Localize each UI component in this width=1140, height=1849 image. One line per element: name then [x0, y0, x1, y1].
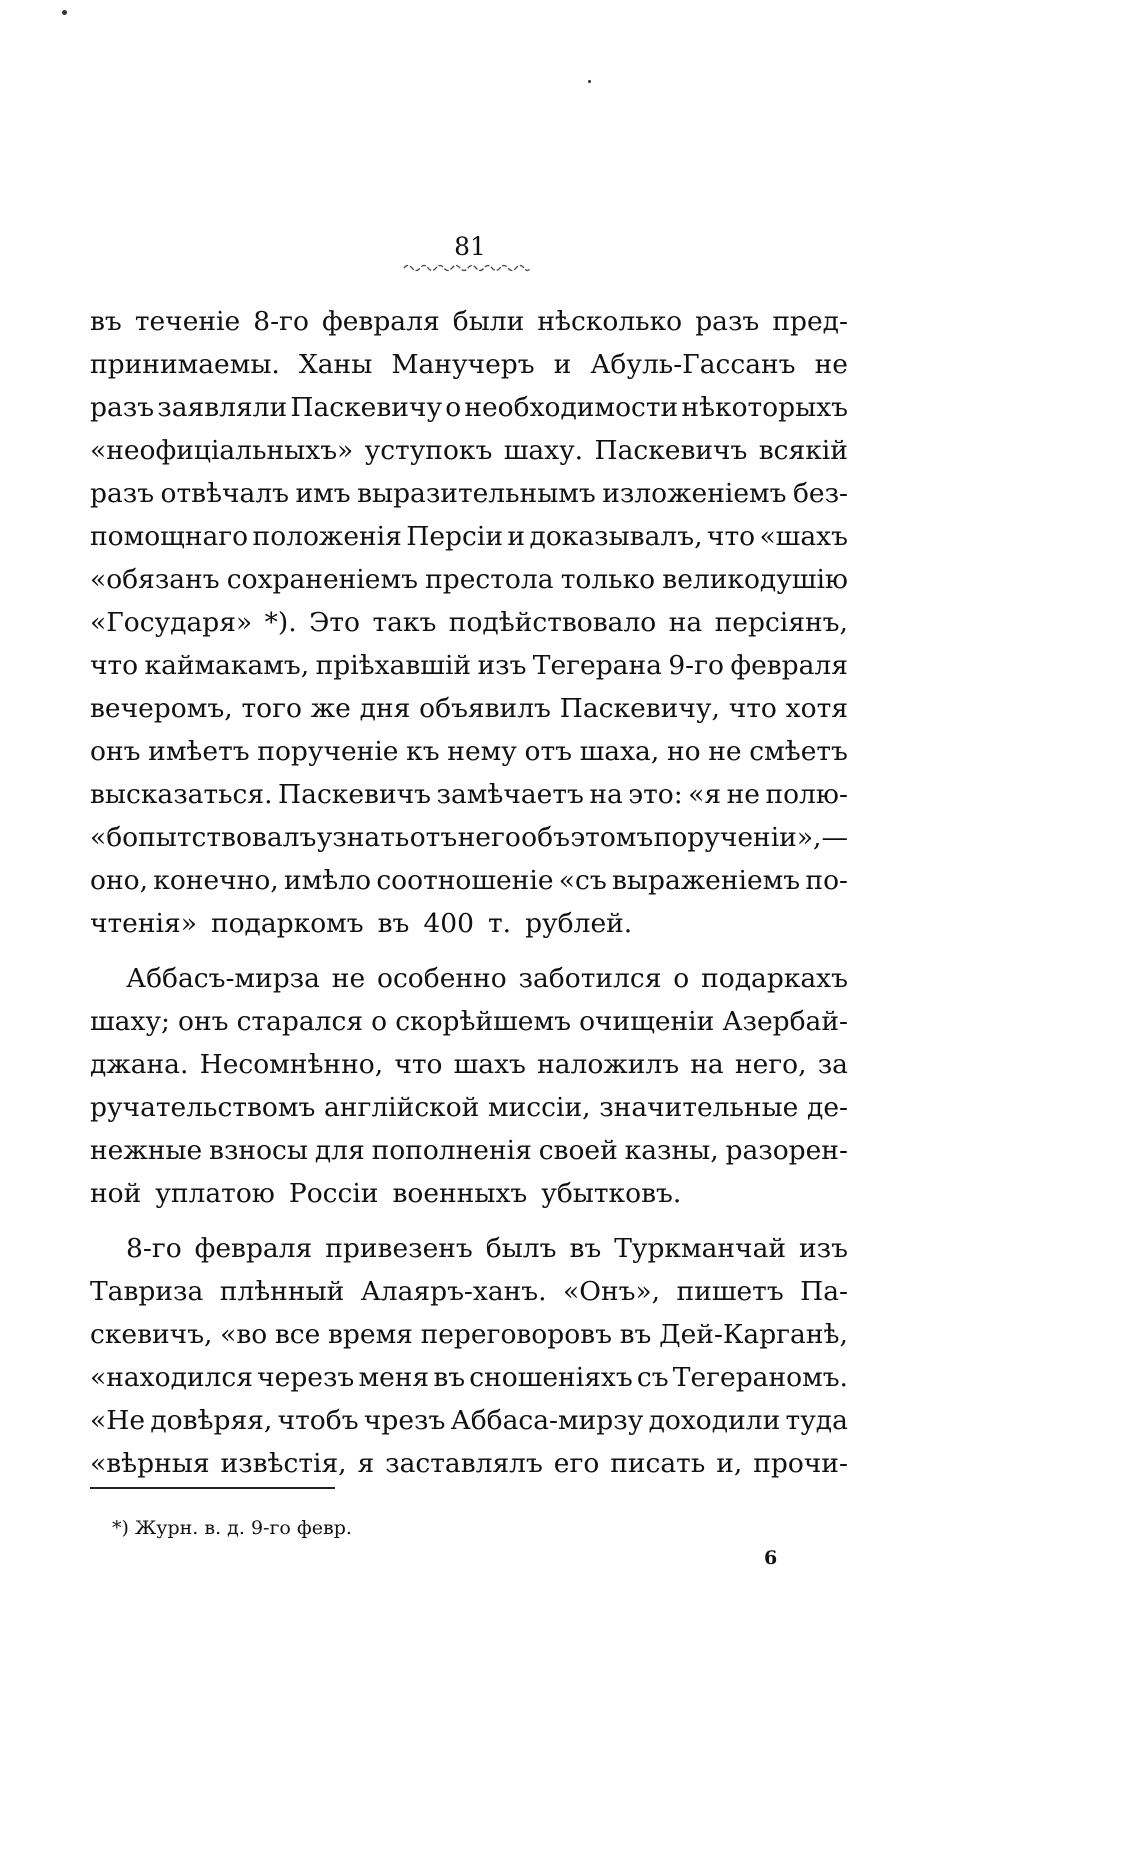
word: Несомнѣнно, [199, 1049, 384, 1080]
word: Паскевичъ [278, 779, 431, 810]
word: нѣкоторыхъ [681, 392, 848, 423]
word: «Государя» [90, 607, 253, 638]
word: все [274, 1319, 321, 1350]
text-line [90, 429, 848, 472]
word: плѣнный [219, 1276, 345, 1307]
word: уступокъ [364, 435, 493, 466]
word: о [445, 392, 462, 423]
word: вечеромъ, [90, 693, 233, 724]
word: особенно [377, 963, 507, 994]
word: хотя [785, 693, 848, 724]
word: и, [716, 1448, 743, 1479]
word: Туркманчай [614, 1233, 787, 1264]
word: престола [425, 564, 554, 595]
word: февраля [194, 1233, 313, 1264]
word: Тегераномъ. [672, 1362, 848, 1393]
text-line [90, 472, 848, 515]
word: для [314, 1135, 365, 1166]
word: 8-го [253, 306, 309, 337]
word: онъ [90, 736, 141, 767]
word: рублей. [525, 908, 633, 939]
word: на [589, 779, 623, 810]
word: высказаться. [90, 779, 273, 810]
paragraph-2 [90, 957, 848, 1215]
word: своей [538, 1135, 618, 1166]
word: имъ [295, 478, 351, 509]
word: теченіе [134, 306, 241, 337]
text-line [90, 687, 848, 730]
word: отъ [524, 736, 572, 767]
text-line [90, 601, 848, 644]
word: что [394, 1049, 443, 1080]
text-line [90, 644, 848, 687]
word: значительные [599, 1092, 799, 1123]
word: и [553, 349, 572, 380]
text-line [90, 730, 848, 773]
text-line [90, 1313, 848, 1356]
word: англійской [324, 1092, 480, 1123]
word: шаха, [579, 736, 660, 767]
word: замѣчаетъ [436, 779, 584, 810]
text-line [90, 902, 848, 945]
word: заставлялъ [385, 1448, 543, 1479]
word: Тегерана [532, 650, 662, 681]
paragraph-1 [90, 300, 848, 945]
signature-mark: 6 [764, 1547, 778, 1569]
word: миссіи, [488, 1092, 591, 1123]
text-line [90, 1227, 848, 1270]
word: время [328, 1319, 413, 1350]
word: положенія [252, 521, 402, 552]
word: него [457, 822, 521, 853]
word: пріѣхавшій [315, 650, 472, 681]
word: нему [447, 736, 517, 767]
word: персіянъ, [714, 607, 848, 638]
footnote-rule [90, 1487, 335, 1489]
word: него, [734, 1049, 807, 1080]
word: старался [236, 1006, 364, 1037]
word: туда [785, 1405, 848, 1436]
word: «находился [90, 1362, 253, 1393]
word: былъ [485, 1233, 557, 1264]
text-line [90, 773, 848, 816]
word: съ [636, 1362, 669, 1393]
word: Россіи [288, 1178, 379, 1209]
word: узнать [316, 822, 410, 853]
word: разъ [695, 306, 760, 337]
print-speck [62, 10, 67, 15]
word: заботился [518, 963, 662, 994]
word: не [814, 349, 848, 380]
word: въ [569, 1233, 602, 1264]
text-line [90, 1086, 848, 1129]
word: что [728, 693, 777, 724]
text-line [90, 816, 848, 859]
word: извѣстія, [220, 1448, 347, 1479]
word: порученіи»,— [653, 822, 848, 853]
word: «бопытствовалъ [90, 822, 317, 853]
word: Паскевичу [290, 392, 443, 423]
word: въ [377, 908, 410, 939]
word: это: [628, 779, 683, 810]
word: объ [521, 822, 570, 853]
word: пополненія [371, 1135, 532, 1166]
text-line [90, 558, 848, 601]
text-line [90, 1399, 848, 1442]
word: что [706, 521, 756, 552]
word: «шахъ [759, 521, 848, 552]
text-line [90, 300, 848, 343]
word: писать [610, 1448, 706, 1479]
word: меня [358, 1362, 430, 1393]
word: «во [220, 1319, 268, 1350]
word: на [690, 1049, 724, 1080]
word: по- [805, 865, 848, 896]
word: этомъ [570, 822, 654, 853]
word: подѣйствовало [448, 607, 657, 638]
word: 8-го [126, 1233, 182, 1264]
text-line [90, 859, 848, 902]
word: де- [807, 1092, 848, 1123]
word: изъ [477, 650, 527, 681]
word: подаркомъ [210, 908, 364, 939]
text-line [90, 343, 848, 386]
word: Ханы [298, 349, 373, 380]
word: къ [406, 736, 440, 767]
word: «неофиціальныхъ» [90, 435, 354, 466]
word: 400 [423, 908, 474, 939]
word: чрезъ [363, 1405, 446, 1436]
word: наложилъ [537, 1049, 680, 1080]
word: объявилъ [419, 693, 551, 724]
word: имѣетъ [148, 736, 250, 767]
word: Аббасъ-мирза [126, 963, 320, 994]
text-line [90, 386, 848, 429]
text-line [90, 1043, 848, 1086]
word: необходимости [464, 392, 679, 423]
word: «вѣрныя [90, 1448, 210, 1479]
word: его [553, 1448, 600, 1479]
word: не [726, 779, 760, 810]
text-line [90, 957, 848, 1000]
word: но [666, 736, 701, 767]
word: Манучеръ [391, 349, 535, 380]
word: доходили [648, 1405, 781, 1436]
word: февраля [730, 650, 848, 681]
word: пред- [772, 306, 848, 337]
word: о [371, 1006, 388, 1037]
word: дня [359, 693, 411, 724]
word: Дей-Карганѣ, [659, 1319, 848, 1350]
word: смѣетъ [749, 736, 848, 767]
word: соотношеніе [376, 865, 554, 896]
word: прочи- [753, 1448, 848, 1479]
word: подаркахъ [701, 963, 848, 994]
word: привезенъ [325, 1233, 473, 1264]
text-line [90, 1129, 848, 1172]
word: ной [90, 1178, 142, 1209]
word: скорѣйшемъ [395, 1006, 571, 1037]
word: не [708, 736, 742, 767]
word: за [817, 1049, 848, 1080]
word: имѣло [284, 865, 372, 896]
word: Это [309, 607, 360, 638]
word: не [331, 963, 366, 994]
word: отвѣчалъ [160, 478, 290, 509]
word: разъ [90, 392, 155, 423]
word: «Онъ», [563, 1276, 661, 1307]
word: оно, [90, 865, 148, 896]
word: полю- [765, 779, 848, 810]
word: разъ [90, 478, 155, 509]
word: всякій [758, 435, 848, 466]
word: сохраненіемъ [226, 564, 418, 595]
word: же [310, 693, 351, 724]
word: Тавриза [90, 1276, 204, 1307]
word: о [673, 963, 690, 994]
word: убытковъ. [541, 1178, 682, 1209]
word: Паскевичъ [594, 435, 748, 466]
word: шаху; [90, 1006, 170, 1037]
word: чтенія» [90, 908, 197, 939]
word: военныхъ [392, 1178, 528, 1209]
word: «Не [90, 1405, 146, 1436]
word: «съ [558, 865, 607, 896]
word: изложеніемъ [602, 478, 787, 509]
text-line [90, 1172, 848, 1215]
word: Абуль-Гассанъ [590, 349, 796, 380]
word: шаху. [503, 435, 584, 466]
word: порученіе [257, 736, 399, 767]
word: доказывалъ, [529, 521, 703, 552]
word: въ [619, 1319, 652, 1350]
word: нѣсколько [537, 306, 683, 337]
page-number: 81 [454, 232, 486, 261]
text-line [90, 1356, 848, 1399]
word: Па- [800, 1276, 848, 1307]
word: разорен- [725, 1135, 848, 1166]
word: я [357, 1448, 375, 1479]
word: переговоровъ [420, 1319, 612, 1350]
word: отъ [409, 822, 458, 853]
word: джана. [90, 1049, 189, 1080]
word: на [668, 607, 703, 638]
word: довѣряя, [150, 1405, 273, 1436]
word: «обязанъ [90, 564, 220, 595]
word: онъ [178, 1006, 229, 1037]
word: уплатою [155, 1178, 275, 1209]
word: казны, [624, 1135, 719, 1166]
word: были [452, 306, 525, 337]
text-line [90, 515, 848, 558]
word: без- [792, 478, 848, 509]
word: Паскевичу, [559, 693, 720, 724]
word: Персіи [406, 521, 504, 552]
word: конечно, [153, 865, 279, 896]
word: въ [90, 306, 122, 337]
word: заявляли [157, 392, 288, 423]
word: великодушію [662, 564, 848, 595]
page-header [410, 232, 530, 262]
word: пишетъ [676, 1276, 784, 1307]
text-line [90, 1000, 848, 1043]
word: каймакамъ, [144, 650, 310, 681]
word: черезъ [257, 1362, 355, 1393]
word: Алаяръ-ханъ. [360, 1276, 547, 1307]
text-line [90, 1270, 848, 1313]
word: выразительнымъ [357, 478, 596, 509]
word: очищеніи [579, 1006, 715, 1037]
print-speck [588, 80, 591, 83]
word: и [507, 521, 526, 552]
word: въ [433, 1362, 466, 1393]
word: что [90, 650, 139, 681]
body-text [90, 300, 848, 1485]
word: скевичъ, [90, 1319, 213, 1350]
word: т. [488, 908, 512, 939]
word: «я [688, 779, 722, 810]
word: взносы [209, 1135, 308, 1166]
word: изъ [799, 1233, 848, 1264]
word: шахъ [453, 1049, 526, 1080]
word: того [241, 693, 302, 724]
word: 9-го [668, 650, 724, 681]
word: Аббаса-мирзу [450, 1405, 644, 1436]
word: чтобъ [277, 1405, 359, 1436]
header-ornament [402, 262, 532, 272]
word: такъ [372, 607, 437, 638]
word: *). [264, 607, 297, 638]
word: принимаемы. [90, 349, 280, 380]
word: сношеніяхъ [469, 1362, 633, 1393]
paragraph-3 [90, 1227, 848, 1485]
word: нежные [90, 1135, 203, 1166]
word: выраженіемъ [611, 865, 801, 896]
word: помощнаго [90, 521, 249, 552]
word: Азербай- [722, 1006, 848, 1037]
text-line [90, 1442, 848, 1485]
word: февраля [322, 306, 440, 337]
word: ручательствомъ [90, 1092, 316, 1123]
footnote: *) Журн. в. д. 9-го февр. [112, 1517, 352, 1539]
word: только [560, 564, 656, 595]
